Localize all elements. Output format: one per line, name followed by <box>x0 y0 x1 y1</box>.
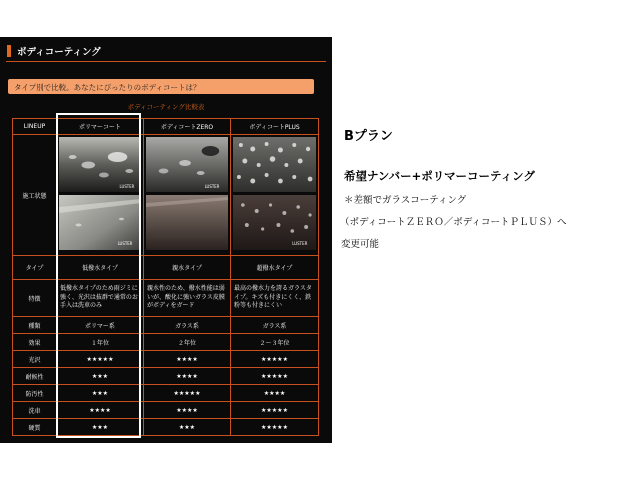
spec-cell: ２～３年位 <box>231 334 319 351</box>
rating-cell: ★★★★ <box>144 402 231 419</box>
spec-row <box>13 317 319 334</box>
row-label-antifouling: 防汚性 <box>13 385 57 402</box>
spec-cell: １年位 <box>57 334 144 351</box>
row-label-type: タイプ <box>13 256 57 280</box>
comparison-table <box>12 118 319 436</box>
rating-cell: ★★★★ <box>144 351 231 368</box>
rating-cell: ★★★★ <box>144 368 231 385</box>
plan-upgrade-note: 変更可能 <box>341 239 380 250</box>
rating-cell: ★★★ <box>57 368 144 385</box>
spec-cell: ガラス系 <box>231 317 319 334</box>
rating-cell: ★★★★★ <box>231 368 319 385</box>
plus-photos <box>231 135 319 256</box>
prompt-bar-text: タイプ別で比較。あなたにぴったりのボディコートは？ <box>14 83 201 92</box>
section-title: ボディコーティング <box>17 47 101 58</box>
zero-photo-sheeting <box>146 195 228 250</box>
header-cell-plus: ボディコートPLUS <box>231 119 319 135</box>
zero-photo-beading <box>146 137 228 192</box>
rating-cell: ★★★★★ <box>144 385 231 402</box>
rating-cell: ★★★★★ <box>57 351 144 368</box>
prompt-bar <box>8 79 314 94</box>
feature-zero: 親水性のため、撥水性能は弱いが、酸化に強いガラス皮膜がボディをガード <box>144 280 231 317</box>
rating-cell: ★★★ <box>144 419 231 436</box>
photo-brand-text: LUSTER <box>292 240 308 247</box>
spec-row <box>13 334 319 351</box>
row-label-weather: 耐候性 <box>13 368 57 385</box>
plus-photo-sheeting <box>233 195 316 250</box>
row-label-hardness: 硬質 <box>13 419 57 436</box>
spec-cell: ガラス系 <box>144 317 231 334</box>
rating-cell: ★★★★★ <box>231 351 319 368</box>
rating-cell: ★★★ <box>57 419 144 436</box>
spec-row <box>13 385 319 402</box>
row-label-application: 施工状態 <box>13 135 57 256</box>
spec-cell: ポリマー系 <box>57 317 144 334</box>
photo-brand-text: LUSTER <box>119 183 135 190</box>
spec-row <box>13 402 319 419</box>
feature-row <box>13 280 319 317</box>
polymer-photo-beading <box>59 137 141 192</box>
image-row <box>13 135 319 256</box>
spec-row <box>13 351 319 368</box>
spec-row <box>13 368 319 385</box>
polymer-photo-sheeting <box>59 195 141 250</box>
header-cell-zero: ボディコートZERO <box>144 119 231 135</box>
row-label-effect: 効果 <box>13 334 57 351</box>
polymer-photos <box>57 135 144 256</box>
type-row <box>13 256 319 280</box>
plan-title: Bプラン <box>344 129 393 144</box>
row-label-wash: 洗車 <box>13 402 57 419</box>
row-label-feature: 特徴 <box>13 280 57 317</box>
plan-upgrade-line: （ボディコートＺＥＲＯ／ボディコートＰＬＵＳ）へ <box>340 217 567 228</box>
rating-cell: ★★★★★ <box>231 419 319 436</box>
photo-brand-text: LUSTER <box>117 240 133 247</box>
type-polymer: 低撥水タイプ <box>57 256 144 280</box>
coating-comparison-panel <box>0 37 332 443</box>
plan-main-line: 希望ナンバー+ポリマーコーティング <box>344 169 535 183</box>
rating-cell: ★★★★★ <box>231 402 319 419</box>
spec-cell: ２年位 <box>144 334 231 351</box>
photo-brand-text: LUSTER <box>204 183 220 190</box>
plus-photo-beading <box>233 137 316 192</box>
feature-plus: 最高の撥水力を誇るガラスタイプ。キズも付きにくく、鉄粉等も付きにくい <box>231 280 319 317</box>
rating-cell: ★★★★ <box>231 385 319 402</box>
rating-cell: ★★★★ <box>57 402 144 419</box>
plan-note-line: ＊差額でガラスコーティング <box>344 195 467 206</box>
table-caption: ボディコーティング比較表 <box>127 103 205 111</box>
row-label-gloss: 光沢 <box>13 351 57 368</box>
row-label-kind: 種類 <box>13 317 57 334</box>
table-header-row <box>13 119 319 135</box>
header-cell-lineup: LINEUP <box>13 119 57 135</box>
type-plus: 超撥水タイプ <box>231 256 319 280</box>
section-header <box>6 43 326 62</box>
spec-row <box>13 419 319 436</box>
header-cell-polymer: ポリマーコート <box>57 119 144 135</box>
type-zero: 親水タイプ <box>144 256 231 280</box>
zero-photos <box>144 135 231 256</box>
header-accent-mark <box>7 45 11 57</box>
rating-cell: ★★★ <box>57 385 144 402</box>
feature-polymer: 低撥水タイプのため雨ジミに強く、光沢は抜群で通常のお手入は洗車のみ <box>57 280 144 317</box>
